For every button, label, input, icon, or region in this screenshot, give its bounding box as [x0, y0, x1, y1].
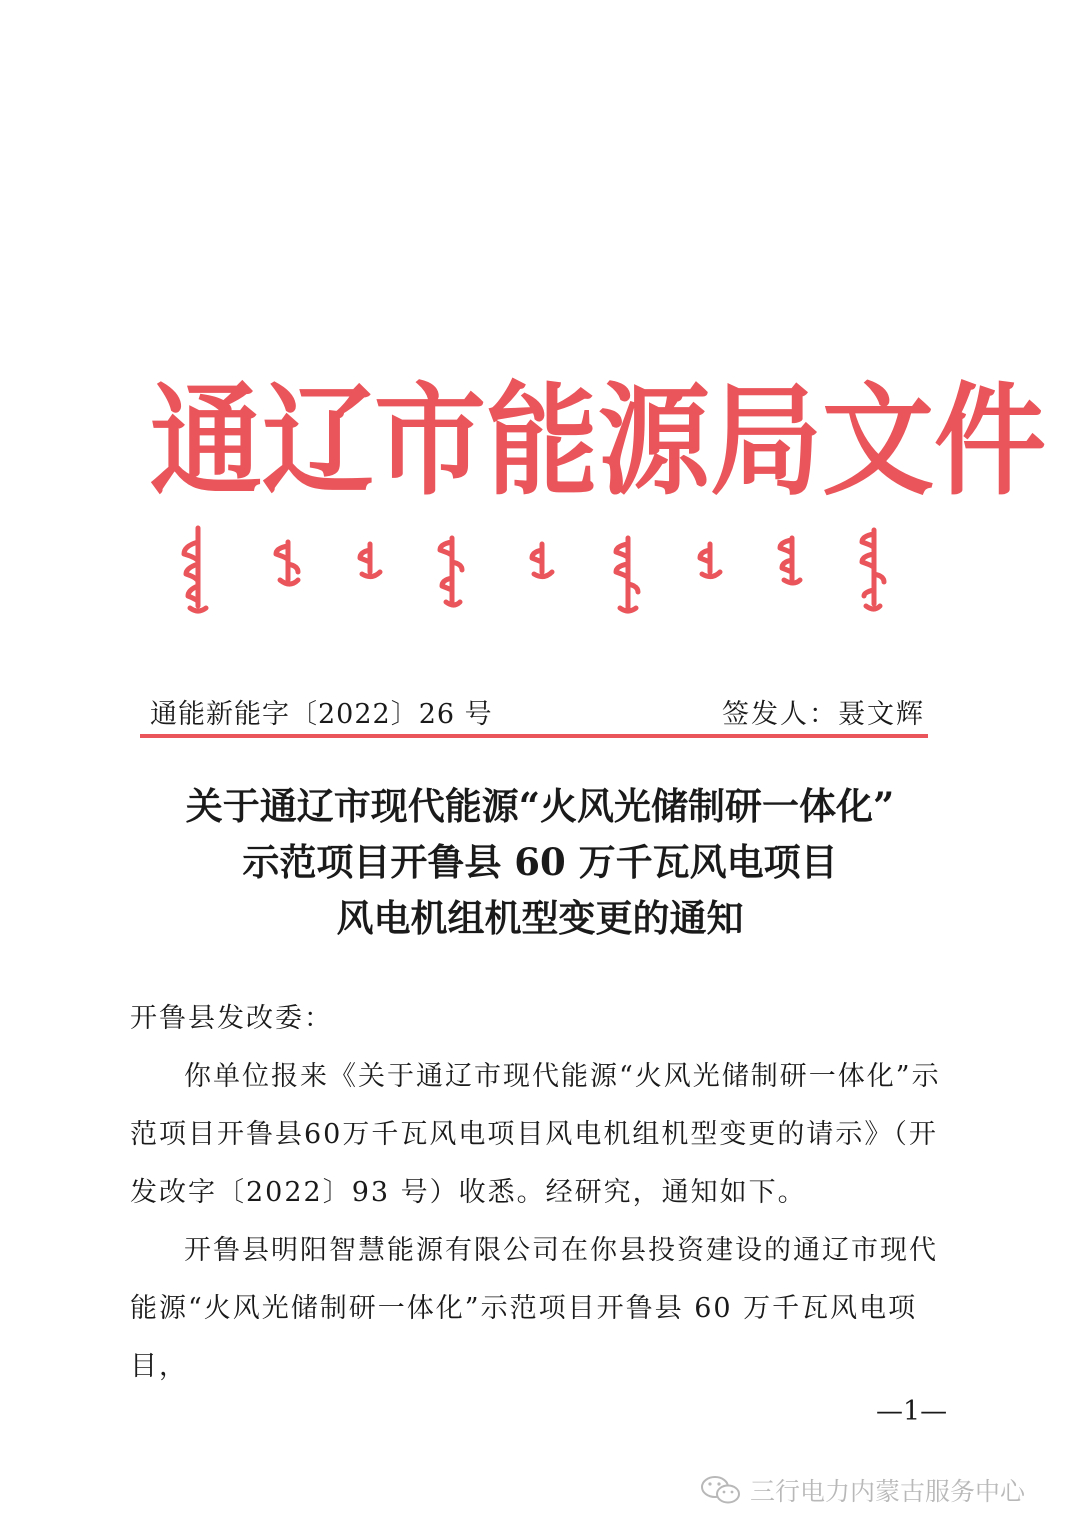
watermark — [700, 1472, 1025, 1508]
header-title-char: 件 — [934, 371, 1046, 513]
header-title-char: 局 — [710, 371, 822, 513]
title-line: 风电机组机型变更的通知 — [336, 896, 744, 940]
red-divider-line — [140, 734, 928, 738]
wechat-icon — [700, 1474, 742, 1506]
mongolian-script-header — [170, 520, 890, 615]
header-title-char: 辽 — [262, 371, 374, 513]
body-paragraph: 你单位报来《关于通辽市现代能源“火风光储制研一体化”示范项目开鲁县60万千瓦风电项目风电机组机型变更的请示》（开发改字〔2022〕93 号）收悉。经研究，通知如下。 — [130, 1061, 941, 1208]
document-body — [130, 990, 950, 1396]
header-title-char: 文 — [822, 371, 934, 513]
header-title-char: 市 — [374, 371, 486, 513]
page-number: —1— — [876, 1396, 948, 1427]
header-title-char: 源 — [598, 371, 710, 513]
agency-header-title — [150, 371, 1046, 513]
document-number: 通能新能字〔2022〕26 号 — [150, 699, 493, 730]
addressee: 开鲁县发改委： — [130, 1003, 333, 1034]
signer: 签发人：聂文辉 — [722, 699, 925, 730]
header-title-char: 通 — [150, 371, 262, 513]
document-title — [100, 778, 980, 946]
header-title-char: 能 — [486, 371, 598, 513]
title-line: 示范项目开鲁县 60 万千瓦风电项目 — [242, 840, 838, 884]
watermark-text: 三行电力内蒙古服务中心 — [750, 1477, 1026, 1506]
title-line: 关于通辽市现代能源“火风光储制研一体化” — [185, 784, 895, 828]
body-paragraph: 开鲁县明阳智慧能源有限公司在你县投资建设的通辽市现代能源“火风光储制研一体化”示范项目开鲁县 60 万千瓦风电项目， — [130, 1235, 938, 1382]
